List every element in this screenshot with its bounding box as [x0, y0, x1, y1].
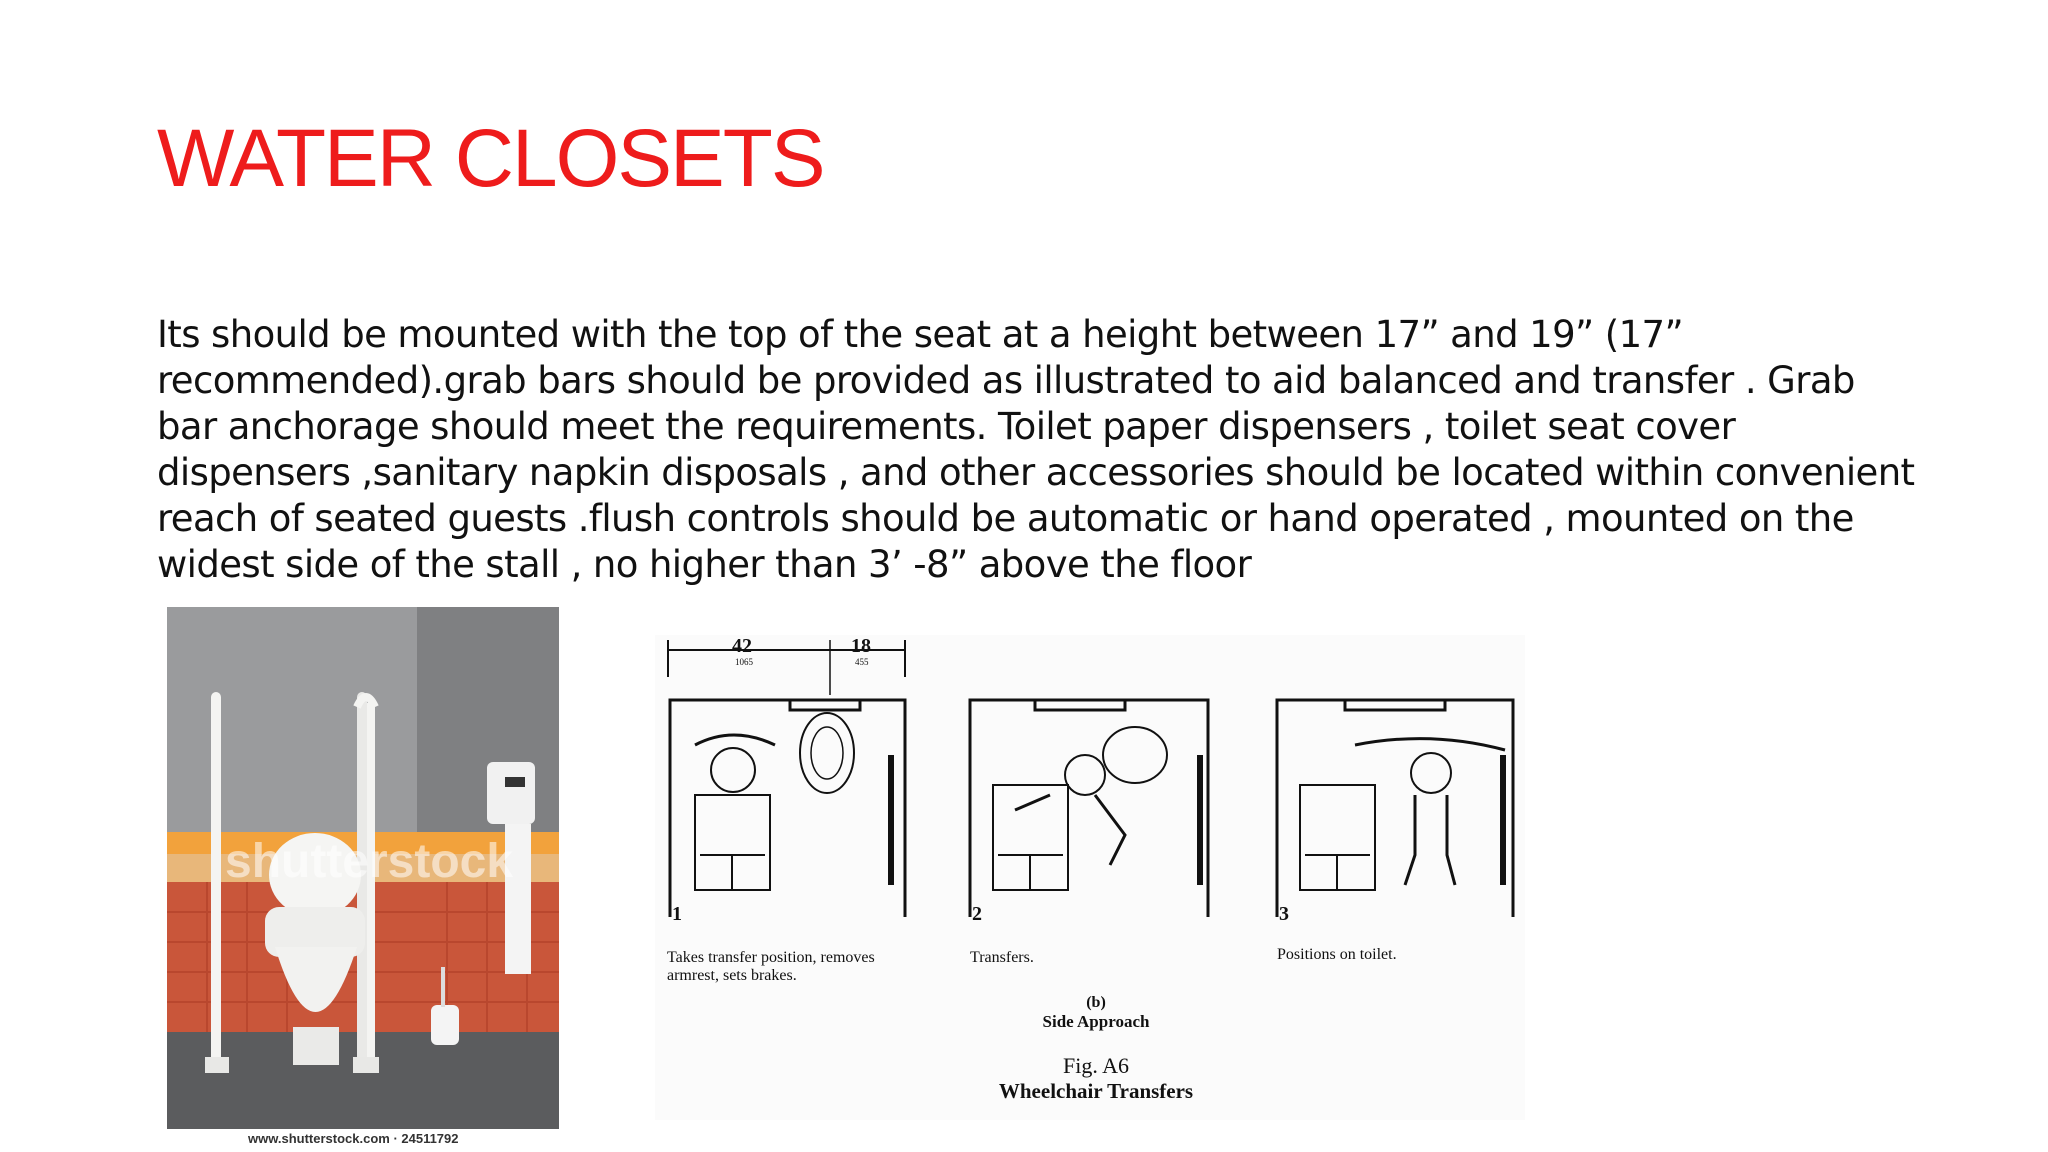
panel-2-number: 2: [972, 903, 982, 925]
panel-3-number: 3: [1279, 903, 1289, 925]
watermark-text: shutterstock: [225, 835, 514, 888]
figure-diagram: [655, 635, 1525, 1120]
sub-label: (b): [1086, 994, 1106, 1011]
photo-caption: www.shutterstock.com · 24511792: [248, 1131, 459, 1146]
toilet-photo: [167, 607, 559, 1129]
wheelchair-transfer-figure: [655, 635, 1525, 1120]
dim-left-mm: 1065: [735, 657, 753, 667]
fig-title: Wheelchair Transfers: [998, 1079, 1194, 1103]
panel-1-caption-line2: armrest, sets brakes.: [667, 967, 797, 984]
dim-right-in: 18: [851, 635, 871, 657]
panel-1-caption-line1: Takes transfer position, removes: [667, 949, 875, 966]
approach-label: Side Approach: [1042, 1012, 1150, 1031]
slide-title: WATER CLOSETS: [157, 113, 824, 204]
panel-2-caption: Transfers.: [970, 949, 1034, 966]
toilet-photo-illustration: [167, 607, 559, 1129]
panel-1-number: 1: [672, 903, 682, 925]
slide-paragraph: Its should be mounted with the top of the seat at a height between 17” and 19” (17” recommended).grab bars should be provided as illustrated to aid balanced and transfer . Grab bar anchorage should meet the requirements. Toilet paper dispensers , toilet seat cover dispensers ,sanitary napkin disposals , and other accessories should be located within convenient reach of seated guests .flush controls should be automatic or hand operated , mounted on the widest side of the stall , no higher than 3’ -8” above the floor: [157, 313, 1915, 586]
panel-3-caption: Positions on toilet.: [1277, 946, 1397, 963]
dim-left-in: 42: [732, 635, 752, 657]
dim-right-mm: 455: [855, 657, 869, 667]
fig-number: Fig. A6: [1062, 1053, 1130, 1078]
